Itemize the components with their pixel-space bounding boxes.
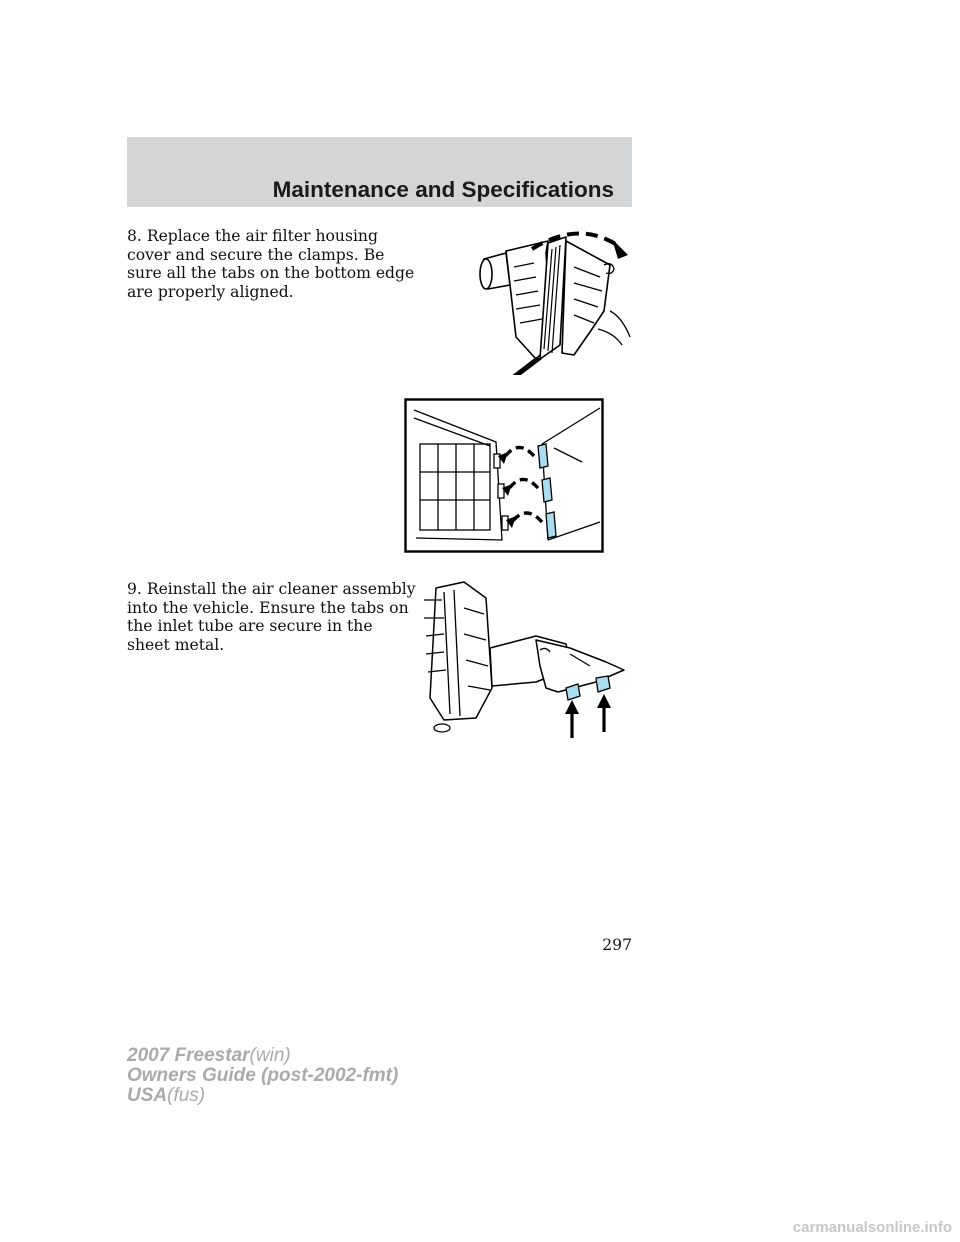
step-8-line: cover and secure the clamps. Be <box>127 245 385 264</box>
step-8-text <box>127 227 415 301</box>
tab-alignment-inset-illustration <box>404 398 604 553</box>
footer-guide: Owners Guide (post-2002-fmt) <box>127 1065 399 1086</box>
step-9-line: 9. Reinstall the air cleaner assembly <box>127 580 416 598</box>
air-cleaner-assembly-illustration <box>420 578 630 743</box>
step-8-line: are properly aligned. <box>127 282 294 301</box>
footer-line <box>127 1046 398 1066</box>
section-header-band <box>127 137 632 207</box>
footer-market-code: (fus) <box>167 1085 206 1106</box>
step-9-line: the inlet tube are secure in the <box>127 617 373 636</box>
step-9-line: sheet metal. <box>127 635 225 654</box>
step-8-line: 8. Replace the air filter housing <box>127 227 378 245</box>
footer-model: 2007 Freestar <box>127 1045 250 1066</box>
footer-market: USA <box>127 1085 168 1106</box>
footer-model-code: (win) <box>249 1045 291 1066</box>
section-title: Maintenance and Specifications <box>272 177 614 202</box>
footer-line <box>127 1086 398 1106</box>
air-filter-housing-illustration <box>470 225 640 375</box>
watermark: carmanualsonline.info <box>792 1219 952 1236</box>
document-footer <box>127 1046 398 1106</box>
page-number: 297 <box>602 936 632 954</box>
step-8-line: sure all the tabs on the bottom edge <box>127 264 415 283</box>
footer-line <box>127 1066 398 1086</box>
step-9-text <box>127 580 416 654</box>
step-9-line: into the vehicle. Ensure the tabs on <box>127 598 409 617</box>
